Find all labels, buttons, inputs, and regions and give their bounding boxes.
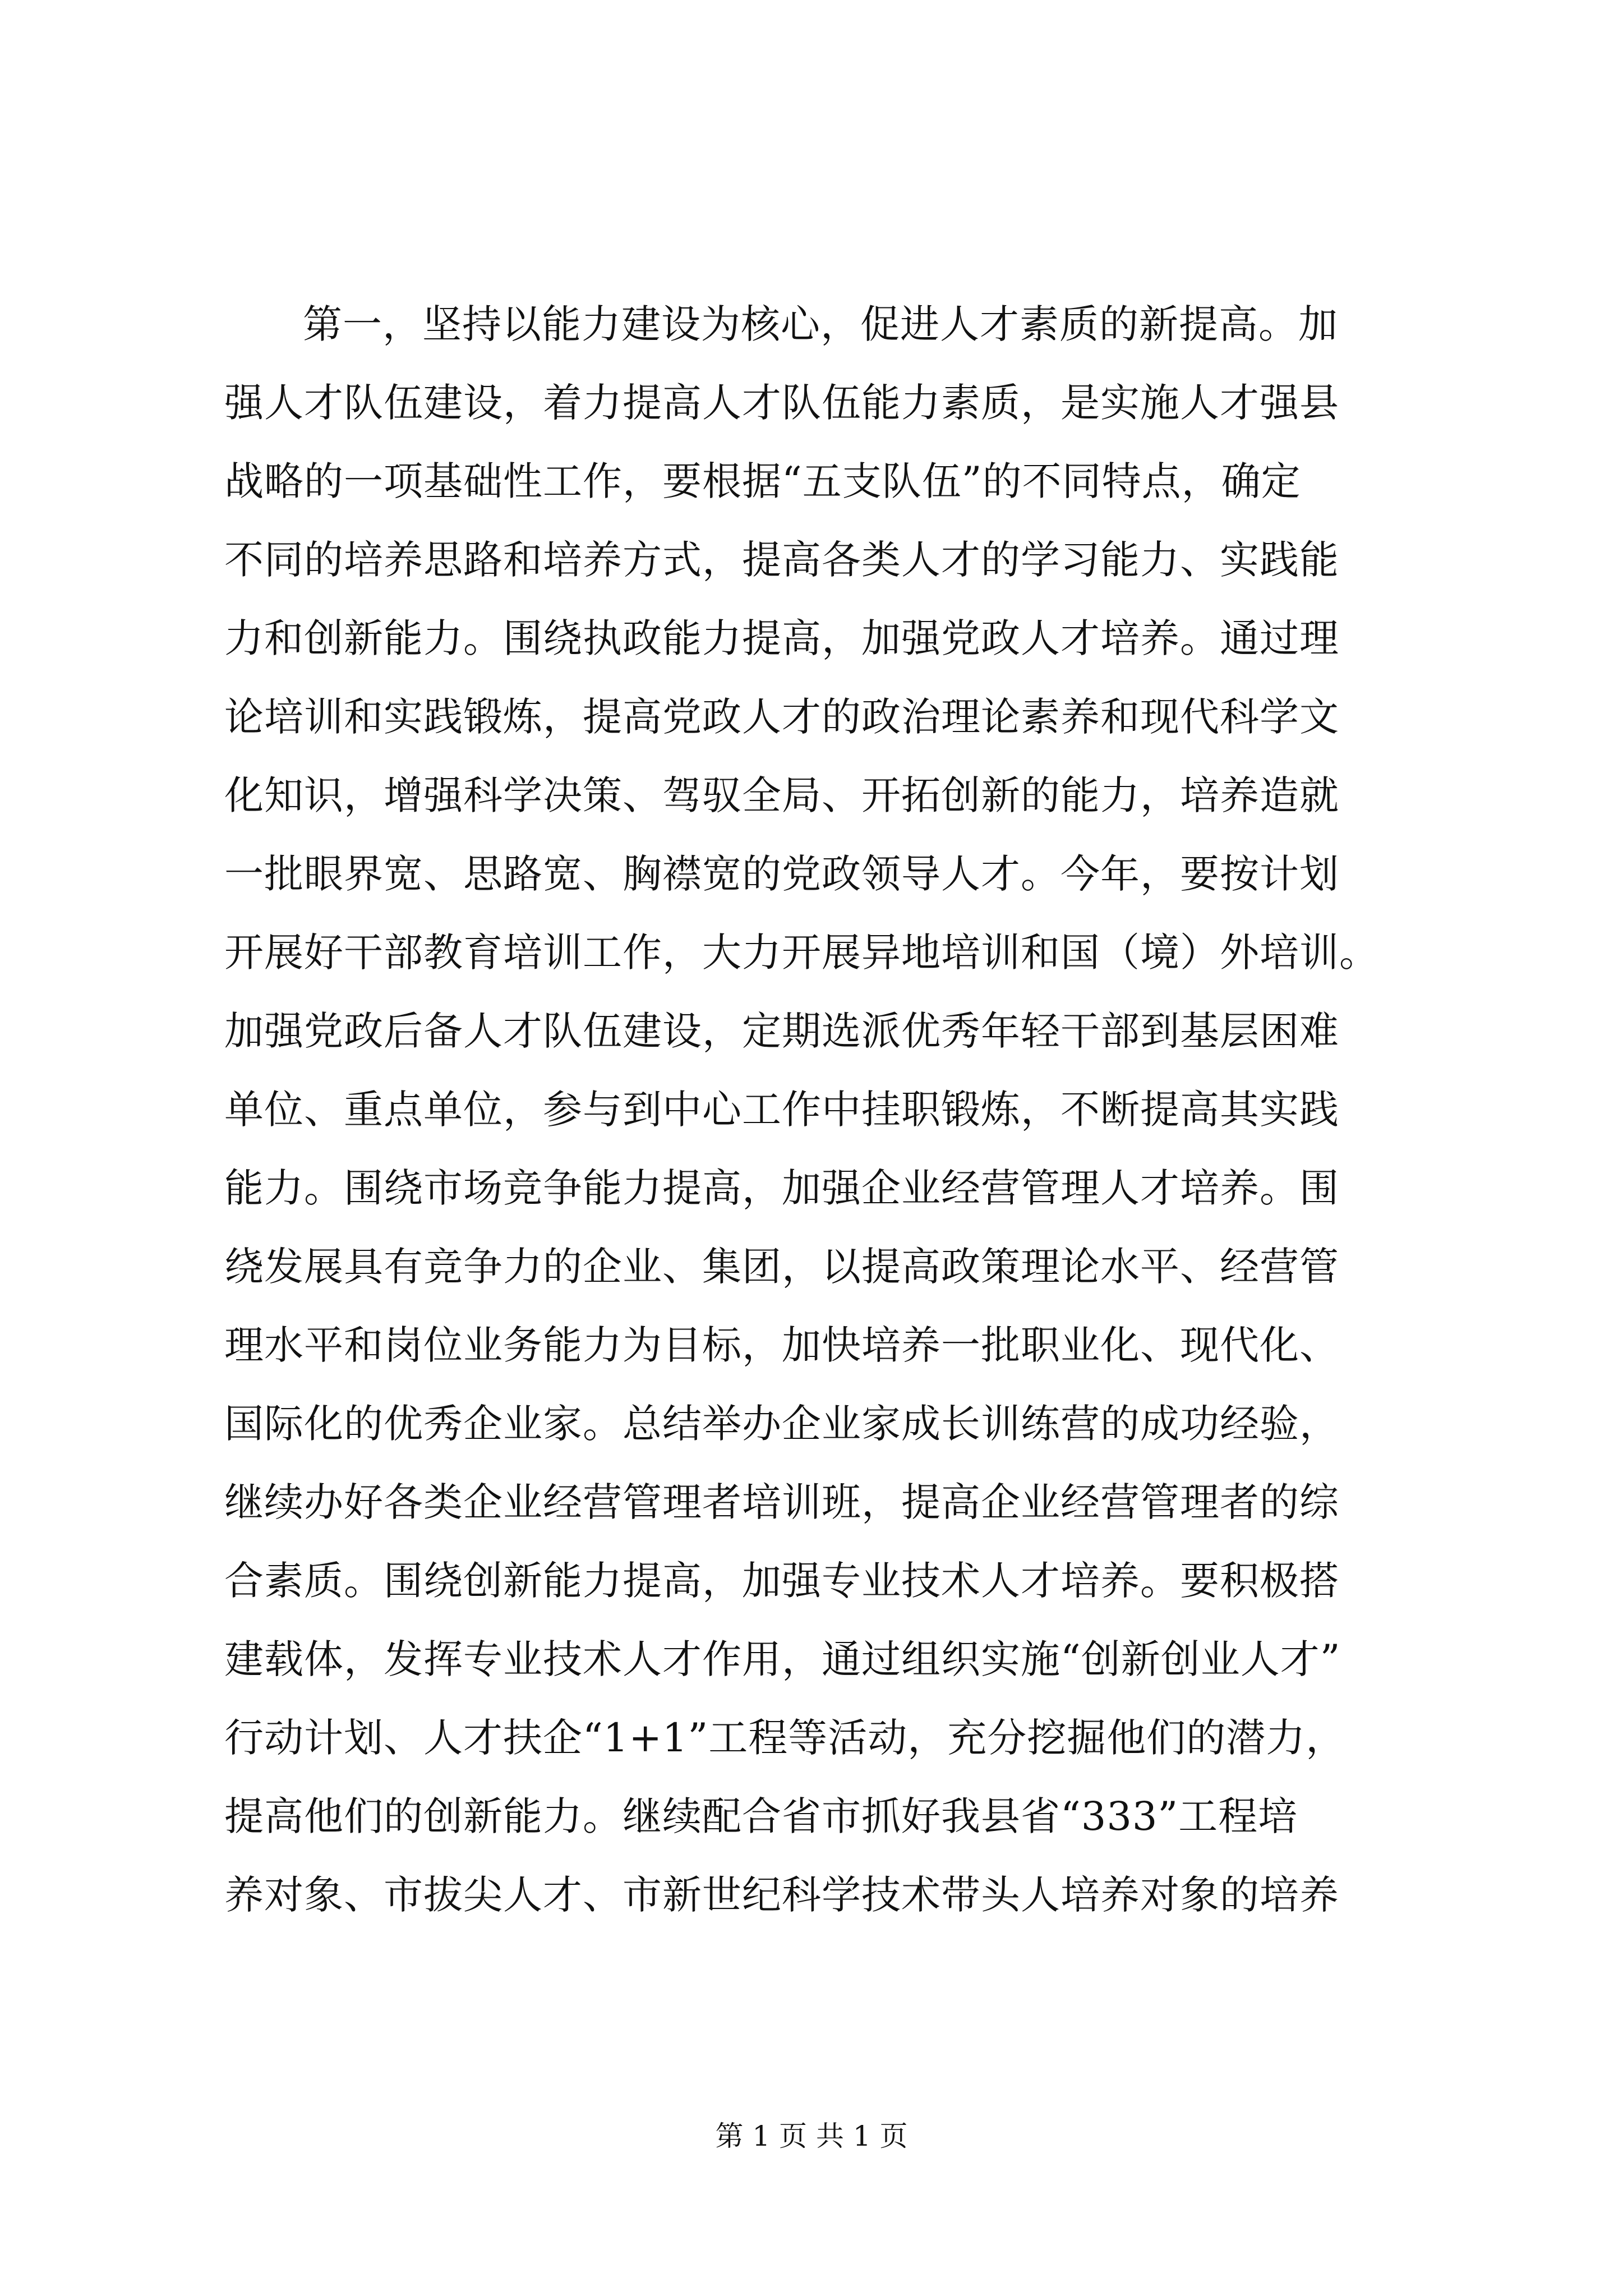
text-line: 能力。围绕市场竞争能力提高，加强企业经营管理人才培养。围 [224, 1165, 1339, 1211]
text-line: 单位、重点单位，参与到中心工作中挂职锻炼，不断提高其实践 [224, 1087, 1339, 1133]
text-line: 国际化的优秀企业家。总结举办企业家成长训练营的成功经验， [224, 1401, 1339, 1447]
document-body [224, 285, 1408, 1934]
text-line: 力和创新能力。围绕执政能力提高，加强党政人才培养。通过理 [224, 615, 1339, 661]
text-line: 行动计划、人才扶企“1+1”工程等活动，充分挖掘他们的潜力， [224, 1715, 1346, 1761]
text-line: 养对象、市拔尖人才、市新世纪科学技术带头人培养对象的培养 [224, 1872, 1339, 1918]
text-line: 战略的一项基础性工作，要根据“五支队伍”的不同特点，确定 [224, 458, 1301, 504]
text-line: 合素质。围绕创新能力提高，加强专业技术人才培养。要积极搭 [224, 1558, 1339, 1604]
text-line: 继续办好各类企业经营管理者培训班，提高企业经营管理者的综 [224, 1479, 1339, 1525]
text-line: 绕发展具有竞争力的企业、集团，以提高政策理论水平、经营管 [224, 1244, 1339, 1290]
text-line: 不同的培养思路和培养方式，提高各类人才的学习能力、实践能 [224, 537, 1339, 583]
page-footer: 第 1 页 共 1 页 [715, 2120, 908, 2152]
text-line: 一批眼界宽、思路宽、胸襟宽的党政领导人才。今年，要按计划 [224, 851, 1339, 897]
text-line: 论培训和实践锻炼，提高党政人才的政治理论素养和现代科学文 [224, 694, 1339, 740]
text-line: 理水平和岗位业务能力为目标，加快培养一批职业化、现代化、 [224, 1322, 1339, 1368]
text-line: 化知识，增强科学决策、驾驭全局、开拓创新的能力，培养造就 [224, 772, 1339, 818]
text-line: 第一，坚持以能力建设为核心，促进人才素质的新提高。加 [303, 301, 1338, 347]
text-line: 建载体，发挥专业技术人才作用，通过组织实施“创新创业人才” [224, 1636, 1341, 1682]
text-line: 强人才队伍建设，着力提高人才队伍能力素质，是实施人才强县 [224, 380, 1339, 426]
text-line: 加强党政后备人才队伍建设，定期选派优秀年轻干部到基层困难 [224, 1008, 1339, 1054]
text-line: 开展好干部教育培训工作，大力开展异地培训和国（境）外培训。 [224, 930, 1379, 976]
text-line: 提高他们的创新能力。继续配合省市抓好我县省“333”工程培 [224, 1793, 1298, 1839]
